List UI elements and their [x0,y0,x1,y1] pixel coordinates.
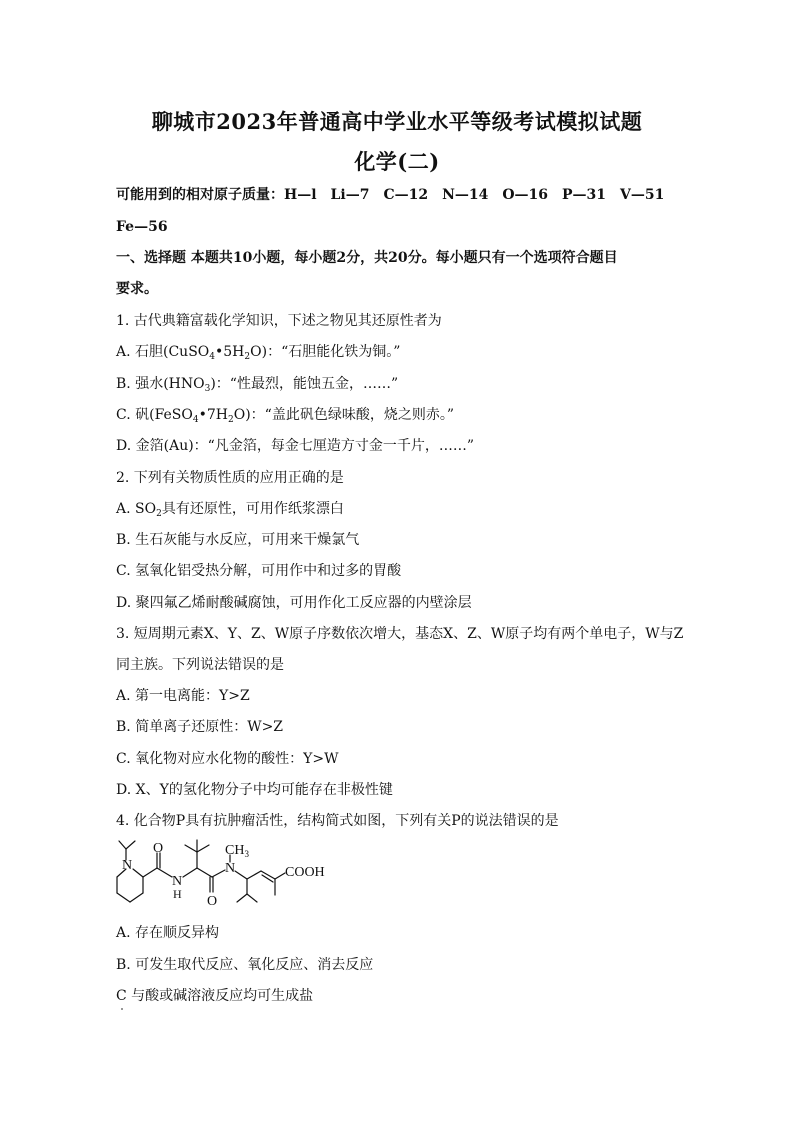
atomic-masses-line1: 可能用到的相对原子质量：H—l Li—7 C—12 N—14 O—16 P—31 V—51 [116,187,665,203]
q1-option-b: B. 强水$(HNO_3)$：“性最烈，能蚀五金，……” [116,376,399,394]
methyl-nitrogen-label: N [225,861,236,876]
methyl-label: $CH_3$ [225,843,249,859]
q3-option-d: D. X、Y的氢化物分子中均可能存在非极性键 [116,782,393,798]
q3-stem-line2: 同主族。下列说法错误的是 [116,657,284,673]
amide-hydrogen-label: H [173,887,182,901]
amide-nitrogen-label: N [172,874,183,889]
q1-option-c: C. 矾$(FeSO_4•7H_2O)$：“盖此矾色绿味酸，烧之则赤。” [116,407,454,425]
q4-option-a: A. 存在顺反异构 [116,925,220,941]
q4-option-c: C 与酸或碱溶液反应均可生成盐 [116,988,314,1004]
q2-stem: 2. 下列有关物质性质的应用正确的是 [116,470,344,486]
q2-option-c: C. 氢氧化铝受热分解，可用作中和过多的胃酸 [116,563,402,579]
exam-title: 聊城市2023年普通高中学业水平等级考试模拟试题 [151,109,643,134]
atomic-masses-line2: Fe—56 [116,219,168,235]
q1-option-a: A. 石胆$(CuSO_4•5H_2O)$：“石胆能化铁为铜。” [116,344,401,362]
q4-stem: 4. 化合物P具有抗肿瘤活性，结构简式如图，下列有关P的说法错误的是 [116,813,559,829]
exam-subtitle: 化学(二) [354,149,440,174]
carbonyl-oxygen-2-label: O [207,894,218,909]
q2-option-d: D. 聚四氟乙烯耐酸碱腐蚀，可用作化工反应器的内壁涂层 [116,595,472,611]
compound-p-structure [112,838,342,916]
ring-nitrogen-label: N [122,858,133,873]
carboxyl-label: COOH [285,865,325,880]
section1-heading-line1: 一、选择题 本题共10小题，每小题2分，共20分。每小题只有一个选项符合题目 [116,250,618,266]
q3-option-a: A. 第一电离能：Y>Z [116,688,250,704]
q2-option-a: A. $SO_2$具有还原性，可用作纸浆漂白 [116,501,344,519]
section1-heading-line2: 要求。 [116,281,158,297]
q3-option-b: B. 简单离子还原性：W>Z [116,719,284,735]
q4-option-b: B. 可发生取代反应、氧化反应、消去反应 [116,957,374,973]
carbonyl-oxygen-1-label: O [153,841,164,856]
q1-stem: 1. 古代典籍富载化学知识，下述之物见其还原性者为 [116,313,442,329]
page-speck [121,1008,123,1010]
q3-option-c: C. 氧化物对应水化物的酸性：Y>W [116,751,339,767]
q3-stem-line1: 3. 短周期元素X、Y、Z、W原子序数依次增大，基态X、Z、W原子均有两个单电子，W与Z [116,626,684,642]
q1-option-d: D. 金箔(Au)：“凡金箔，每金七厘造方寸金一千片，……” [116,438,474,454]
q2-option-b: B. 生石灰能与水反应，可用来干燥氯气 [116,532,360,548]
